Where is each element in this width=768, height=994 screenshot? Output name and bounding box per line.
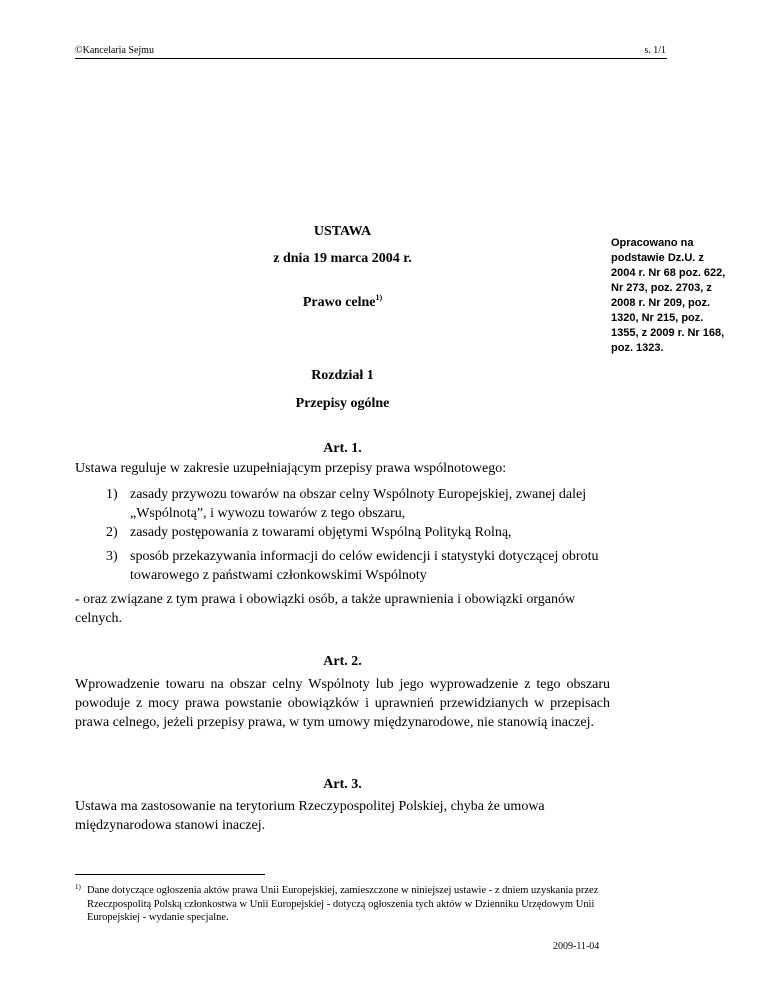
footnote-divider bbox=[75, 874, 265, 875]
article-heading: Art. 2. bbox=[323, 654, 362, 669]
footnote-ref: 1) bbox=[375, 293, 383, 302]
source-sidenote: Opracowano na podstawie Dz.U. z 2004 r. Nr 68 poz. 622, Nr 273, poz. 2703, z 2008 r. Nr 209, poz. 1320, Nr 215, poz. 1355, z 2009 r. Nr 168, poz. 1323. bbox=[611, 237, 726, 354]
footnote-text: Dane dotyczące ogłoszenia aktów prawa Unii Europejskiej, zamieszczone w niniejszej ustawie - z dniem uzyskania przez Rzeczpospolitą Polską członkostwa w Unii Europejskiej - dotyczą ogłoszenia tych aktów w Dzienniku Urzędowym Unii Europejskiej - wydanie specjalne. bbox=[87, 885, 599, 923]
header-publisher: ©Kancelaria Sejmu bbox=[75, 45, 154, 56]
list-item-text: zasady postępowania z towarami objętymi Wspólną Polityką Rolną, bbox=[130, 525, 512, 540]
act-date: z dnia 19 marca 2004 r. bbox=[273, 251, 412, 266]
footnote bbox=[75, 884, 615, 925]
act-title-text: Prawo celne bbox=[302, 295, 376, 310]
list-item bbox=[106, 523, 611, 542]
list-item-text: zasady przywozu towarów na obszar celny Wspólnoty Europejskiej, zwanej dalej „Wspólnotą”, i wywozu towarów z tego obszaru, bbox=[130, 487, 587, 521]
act-type: USTAWA bbox=[313, 224, 372, 239]
header-page-number: s. 1/1 bbox=[644, 45, 666, 56]
article-intro: Ustawa reguluje w zakresie uzupełniającym przepisy prawa wspólnotowego: bbox=[75, 461, 507, 476]
list-item-number: 3) bbox=[106, 549, 118, 564]
list-item bbox=[106, 485, 611, 523]
footer-date: 2009-11-04 bbox=[553, 941, 600, 952]
article-text: Ustawa ma zastosowanie na terytorium Rzeczypospolitej Polskiej, chyba że umowa międzynarodowa stanowi inaczej. bbox=[75, 799, 545, 833]
footnote-mark: 1) bbox=[75, 883, 81, 891]
list-item-number: 2) bbox=[106, 525, 118, 540]
header-divider bbox=[75, 58, 667, 59]
list-item-number: 1) bbox=[106, 487, 118, 502]
chapter-number: Rozdział 1 bbox=[311, 368, 374, 383]
list-item bbox=[106, 547, 611, 585]
article-heading: Art. 3. bbox=[323, 777, 362, 792]
article-heading: Art. 1. bbox=[323, 441, 362, 456]
act-title bbox=[75, 295, 610, 311]
list-item-text: sposób przekazywania informacji do celów ewidencji i statystyki dotyczącej obrotu towarowego z państwami członkowskimi Wspólnoty bbox=[130, 549, 599, 583]
article-text: Wprowadzenie towaru na obszar celny Wspólnoty lub jego wyprowadzenie z tego obszaru powoduje z mocy prawa powstanie obowiązków i uprawnień przewidzianych w przepisach prawa celnego, jeżeli przepisy prawa, w tym umowy międzynarodowe, nie stanowią inaczej. bbox=[75, 677, 610, 730]
chapter-title: Przepisy ogólne bbox=[295, 396, 390, 411]
article-tail: - oraz związane z tym prawa i obowiązki osób, a także uprawnienia i obowiązki organów celnych. bbox=[75, 592, 576, 626]
